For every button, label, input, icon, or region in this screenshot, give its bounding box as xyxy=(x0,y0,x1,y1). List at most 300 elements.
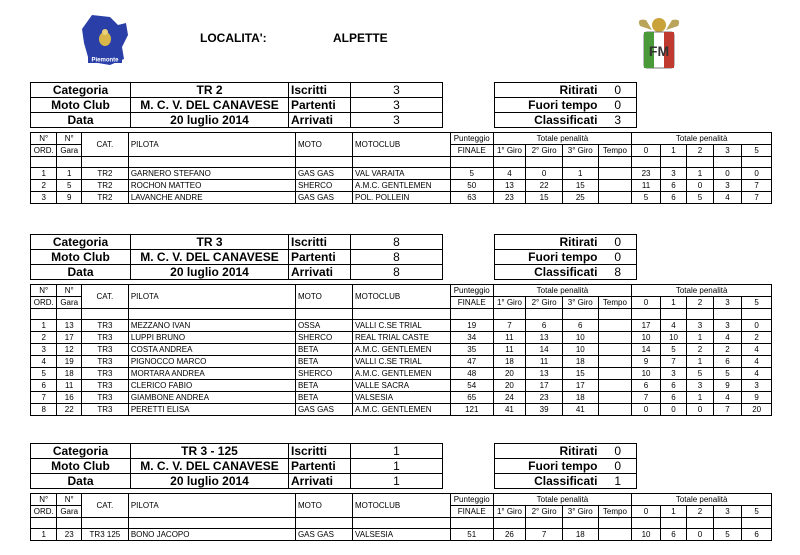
table-cell: 0 xyxy=(632,404,661,416)
col-nord-header: N° xyxy=(31,494,57,506)
table-cell xyxy=(598,192,632,204)
blank-cell xyxy=(713,157,742,168)
data-label: Data xyxy=(31,474,131,489)
col-p1-subheader: 1 xyxy=(660,506,686,518)
table-cell: 7 xyxy=(742,180,772,192)
table-row xyxy=(31,344,772,356)
table-cell: TR3 xyxy=(81,368,128,380)
table-cell: TR3 xyxy=(81,392,128,404)
col-tempo-subheader: Tempo xyxy=(598,145,632,157)
blank-cell xyxy=(295,518,352,529)
table-cell: 14 xyxy=(526,344,563,356)
table-cell: 2 xyxy=(742,332,772,344)
blank-cell xyxy=(353,518,451,529)
table-cell: MEZZANO IVAN xyxy=(128,320,295,332)
table-cell: GIAMBONE ANDREA xyxy=(128,392,295,404)
col-moto-header: MOTO xyxy=(295,494,352,518)
arrivati-label: Arrivati xyxy=(289,265,351,280)
blank-cell xyxy=(660,518,686,529)
blank-cell xyxy=(562,157,598,168)
col-giro3-subheader: 3° Giro xyxy=(562,145,598,157)
blank-cell xyxy=(57,309,81,320)
table-cell xyxy=(598,344,632,356)
col-gara-subheader: Gara xyxy=(57,145,81,157)
table-cell xyxy=(598,332,632,344)
table-cell: MORTARA ANDREA xyxy=(128,368,295,380)
table-cell: 5 xyxy=(450,168,493,180)
table-cell: GAS GAS xyxy=(295,404,352,416)
table-cell: 4 xyxy=(31,356,57,368)
fuori-tempo-value: 0 xyxy=(600,250,637,265)
table-cell: 39 xyxy=(526,404,563,416)
col-punteggio-header: Punteggio xyxy=(450,285,493,297)
table-cell: 11 xyxy=(493,332,526,344)
table-cell: 3 xyxy=(687,380,713,392)
blank-cell xyxy=(526,518,563,529)
classificati-label: Classificati xyxy=(495,265,600,280)
data-label: Data xyxy=(31,265,131,280)
table-cell: 35 xyxy=(450,344,493,356)
table-cell: A.M.C. GENTLEMEN xyxy=(353,404,451,416)
table-row xyxy=(31,356,772,368)
categoria-label: Categoria xyxy=(31,235,131,250)
table-cell: 18 xyxy=(562,529,598,541)
col-motoclub-header: MOTOCLUB xyxy=(353,494,451,518)
table-cell: BETA xyxy=(295,380,352,392)
table-cell: 9 xyxy=(742,392,772,404)
col-p2-subheader: 2 xyxy=(687,145,713,157)
iscritti-value: 8 xyxy=(351,235,443,250)
blank-cell xyxy=(742,157,772,168)
col-totale-penalita-giri-header: Totale penalità xyxy=(493,494,632,506)
table-cell: CLERICO FABIO xyxy=(128,380,295,392)
blank-cell xyxy=(632,309,661,320)
table-cell: 3 xyxy=(742,380,772,392)
blank-cell xyxy=(128,309,295,320)
table-cell: TR3 xyxy=(81,344,128,356)
col-p0-subheader: 0 xyxy=(632,506,661,518)
col-p1-subheader: 1 xyxy=(660,297,686,309)
categoria-value: TR 3 xyxy=(131,235,289,250)
table-cell: 3 xyxy=(660,368,686,380)
col-totale-penalita-punti-header: Totale penalità xyxy=(632,494,772,506)
col-motoclub-header: MOTOCLUB xyxy=(353,285,451,309)
table-cell: 0 xyxy=(687,529,713,541)
table-cell: 4 xyxy=(660,320,686,332)
table-cell: 4 xyxy=(742,356,772,368)
table-cell: 50 xyxy=(450,180,493,192)
table-cell: 18 xyxy=(493,356,526,368)
iscritti-value: 3 xyxy=(351,83,443,98)
classificati-value: 1 xyxy=(600,474,637,489)
table-cell: 26 xyxy=(493,529,526,541)
section-results-table xyxy=(30,493,772,541)
blank-cell xyxy=(660,309,686,320)
blank-cell xyxy=(713,518,742,529)
table-cell: 6 xyxy=(660,180,686,192)
data-value: 20 luglio 2014 xyxy=(131,474,289,489)
table-cell: BONO JACOPO xyxy=(128,529,295,541)
table-cell: 25 xyxy=(562,192,598,204)
table-cell: 12 xyxy=(57,344,81,356)
table-cell: 0 xyxy=(526,168,563,180)
table-cell: 6 xyxy=(713,356,742,368)
table-cell: 2 xyxy=(31,180,57,192)
piemonte-region-logo xyxy=(80,13,130,68)
table-cell: REAL TRIAL CASTE xyxy=(353,332,451,344)
blank-cell xyxy=(526,157,563,168)
table-cell: 1 xyxy=(562,168,598,180)
table-cell: A.M.C. GENTLEMEN xyxy=(353,368,451,380)
table-cell xyxy=(598,380,632,392)
blank-cell xyxy=(562,518,598,529)
localita-value: ALPETTE xyxy=(333,31,388,45)
col-giro1-subheader: 1° Giro xyxy=(493,506,526,518)
svg-text:Piemonte: Piemonte xyxy=(91,57,119,64)
table-cell: 5 xyxy=(660,344,686,356)
partenti-label: Partenti xyxy=(289,98,351,113)
col-totale-penalita-giri-header: Totale penalità xyxy=(493,285,632,297)
moto-club-label: Moto Club xyxy=(31,459,131,474)
table-cell: 1 xyxy=(57,168,81,180)
blank-cell xyxy=(57,518,81,529)
blank-cell xyxy=(493,518,526,529)
col-p3-subheader: 3 xyxy=(713,297,742,309)
localita-label: LOCALITA': xyxy=(200,31,267,45)
table-cell: 1 xyxy=(687,332,713,344)
section-status-table xyxy=(494,234,637,280)
col-p2-subheader: 2 xyxy=(687,297,713,309)
categoria-value: TR 3 - 125 xyxy=(131,444,289,459)
table-cell: 23 xyxy=(493,192,526,204)
table-cell: PERETTI ELISA xyxy=(128,404,295,416)
col-p2-subheader: 2 xyxy=(687,506,713,518)
section-results-table xyxy=(30,284,772,416)
blank-cell xyxy=(295,157,352,168)
table-cell: 5 xyxy=(713,368,742,380)
table-cell: 4 xyxy=(713,392,742,404)
table-cell: SHERCO xyxy=(295,332,352,344)
iscritti-label: Iscritti xyxy=(289,235,351,250)
table-cell: PIGNOCCO MARCO xyxy=(128,356,295,368)
blank-cell xyxy=(742,518,772,529)
table-cell: 2 xyxy=(713,344,742,356)
table-cell xyxy=(598,404,632,416)
table-cell: 7 xyxy=(742,192,772,204)
iscritti-label: Iscritti xyxy=(289,83,351,98)
col-totale-penalita-punti-header: Totale penalità xyxy=(632,285,772,297)
col-ord-subheader: ORD. xyxy=(31,297,57,309)
moto-club-label: Moto Club xyxy=(31,98,131,113)
table-cell: 1 xyxy=(687,168,713,180)
table-cell: A.M.C. GENTLEMEN xyxy=(353,180,451,192)
table-cell: 4 xyxy=(742,368,772,380)
blank-cell xyxy=(632,157,661,168)
categoria-value: TR 2 xyxy=(131,83,289,98)
table-cell: 5 xyxy=(632,192,661,204)
fuori-tempo-label: Fuori tempo xyxy=(495,250,600,265)
col-finale-subheader: FINALE xyxy=(450,506,493,518)
col-finale-subheader: FINALE xyxy=(450,145,493,157)
col-giro1-subheader: 1° Giro xyxy=(493,145,526,157)
table-cell: 7 xyxy=(713,404,742,416)
table-cell: 22 xyxy=(526,180,563,192)
svg-text:FM: FM xyxy=(648,43,670,59)
blank-cell xyxy=(31,309,57,320)
blank-cell xyxy=(493,309,526,320)
table-cell: 3 xyxy=(713,180,742,192)
table-cell: 6 xyxy=(742,529,772,541)
col-punteggio-header: Punteggio xyxy=(450,133,493,145)
table-row xyxy=(31,332,772,344)
table-cell: 51 xyxy=(450,529,493,541)
table-cell: A.M.C. GENTLEMEN xyxy=(353,344,451,356)
table-cell: 0 xyxy=(713,168,742,180)
table-cell: 0 xyxy=(687,404,713,416)
table-cell: 3 xyxy=(31,192,57,204)
table-cell xyxy=(598,168,632,180)
table-cell: TR2 xyxy=(81,168,128,180)
table-cell: 2 xyxy=(31,332,57,344)
table-cell: 10 xyxy=(632,368,661,380)
col-p5-subheader: 5 xyxy=(742,145,772,157)
blank-cell xyxy=(526,309,563,320)
classificati-label: Classificati xyxy=(495,474,600,489)
partenti-label: Partenti xyxy=(289,250,351,265)
table-cell: 17 xyxy=(632,320,661,332)
table-cell: 6 xyxy=(632,380,661,392)
col-p0-subheader: 0 xyxy=(632,297,661,309)
table-cell: 1 xyxy=(687,392,713,404)
blank-cell xyxy=(687,157,713,168)
table-cell: BETA xyxy=(295,392,352,404)
table-cell: 63 xyxy=(450,192,493,204)
table-row xyxy=(31,529,772,541)
blank-cell xyxy=(713,309,742,320)
col-ngara-header: N° xyxy=(57,285,81,297)
col-moto-header: MOTO xyxy=(295,133,352,157)
table-cell: TR2 xyxy=(81,192,128,204)
col-gara-subheader: Gara xyxy=(57,297,81,309)
blank-cell xyxy=(598,157,632,168)
classificati-label: Classificati xyxy=(495,113,600,128)
arrivati-value: 1 xyxy=(351,474,443,489)
table-cell: 7 xyxy=(31,392,57,404)
table-cell: SHERCO xyxy=(295,180,352,192)
col-motoclub-header: MOTOCLUB xyxy=(353,133,451,157)
table-cell: 20 xyxy=(742,404,772,416)
table-cell: 48 xyxy=(450,368,493,380)
section-info-table xyxy=(30,234,443,280)
table-cell: 10 xyxy=(562,332,598,344)
table-cell: 17 xyxy=(57,332,81,344)
categoria-label: Categoria xyxy=(31,444,131,459)
table-row xyxy=(31,168,772,180)
partenti-value: 1 xyxy=(351,459,443,474)
table-cell: 0 xyxy=(660,404,686,416)
table-row xyxy=(31,392,772,404)
col-pilota-header: PILOTA xyxy=(128,494,295,518)
table-cell: 5 xyxy=(31,368,57,380)
classificati-value: 8 xyxy=(600,265,637,280)
col-pilota-header: PILOTA xyxy=(128,133,295,157)
table-cell: TR3 xyxy=(81,404,128,416)
col-pilota-header: PILOTA xyxy=(128,285,295,309)
table-cell: 3 xyxy=(713,320,742,332)
blank-cell xyxy=(598,309,632,320)
col-giro3-subheader: 3° Giro xyxy=(562,506,598,518)
table-cell: 121 xyxy=(450,404,493,416)
table-cell: 4 xyxy=(713,332,742,344)
col-giro1-subheader: 1° Giro xyxy=(493,297,526,309)
table-cell: 9 xyxy=(632,356,661,368)
table-cell: 17 xyxy=(562,380,598,392)
table-cell: 6 xyxy=(660,529,686,541)
col-p1-subheader: 1 xyxy=(660,145,686,157)
table-cell: 65 xyxy=(450,392,493,404)
table-cell: TR2 xyxy=(81,180,128,192)
col-p5-subheader: 5 xyxy=(742,297,772,309)
col-p3-subheader: 3 xyxy=(713,506,742,518)
table-cell: SHERCO xyxy=(295,368,352,380)
table-cell: 15 xyxy=(526,192,563,204)
col-cat-header: CAT. xyxy=(81,285,128,309)
table-cell: GAS GAS xyxy=(295,529,352,541)
col-ngara-header: N° xyxy=(57,494,81,506)
blank-cell xyxy=(81,157,128,168)
iscritti-value: 1 xyxy=(351,444,443,459)
arrivati-value: 3 xyxy=(351,113,443,128)
table-cell: BETA xyxy=(295,344,352,356)
blank-cell xyxy=(660,157,686,168)
blank-cell xyxy=(632,518,661,529)
col-p3-subheader: 3 xyxy=(713,145,742,157)
table-cell: 1 xyxy=(687,356,713,368)
data-value: 20 luglio 2014 xyxy=(131,265,289,280)
blank-cell xyxy=(353,157,451,168)
table-cell xyxy=(598,529,632,541)
blank-cell xyxy=(687,518,713,529)
blank-cell xyxy=(562,309,598,320)
section-results-table xyxy=(30,132,772,204)
table-cell: 5 xyxy=(57,180,81,192)
table-cell: OSSA xyxy=(295,320,352,332)
col-tempo-subheader: Tempo xyxy=(598,297,632,309)
blank-cell xyxy=(493,157,526,168)
col-punteggio-header: Punteggio xyxy=(450,494,493,506)
col-p5-subheader: 5 xyxy=(742,506,772,518)
table-row xyxy=(31,320,772,332)
blank-cell xyxy=(295,309,352,320)
table-cell: 14 xyxy=(632,344,661,356)
arrivati-value: 8 xyxy=(351,265,443,280)
partenti-label: Partenti xyxy=(289,459,351,474)
table-cell: 10 xyxy=(660,332,686,344)
table-cell: 6 xyxy=(526,320,563,332)
table-cell: TR3 xyxy=(81,320,128,332)
table-cell: 3 xyxy=(660,168,686,180)
moto-club-label: Moto Club xyxy=(31,250,131,265)
table-cell: 16 xyxy=(57,392,81,404)
table-cell: 18 xyxy=(562,356,598,368)
table-cell: 6 xyxy=(562,320,598,332)
col-cat-header: CAT. xyxy=(81,494,128,518)
table-cell: 13 xyxy=(493,180,526,192)
blank-cell xyxy=(81,518,128,529)
table-cell: 17 xyxy=(526,380,563,392)
ritirati-label: Ritirati xyxy=(495,83,600,98)
table-cell: POL. POLLEIN xyxy=(353,192,451,204)
blank-cell xyxy=(353,309,451,320)
table-cell: 41 xyxy=(562,404,598,416)
ritirati-value: 0 xyxy=(600,235,637,250)
iscritti-label: Iscritti xyxy=(289,444,351,459)
table-cell: 6 xyxy=(660,392,686,404)
table-cell: 4 xyxy=(493,168,526,180)
table-row xyxy=(31,368,772,380)
table-cell: COSTA ANDREA xyxy=(128,344,295,356)
table-cell xyxy=(598,180,632,192)
table-row xyxy=(31,192,772,204)
table-cell: TR3 125 xyxy=(81,529,128,541)
moto-club-value: M. C. V. DEL CANAVESE xyxy=(131,98,289,113)
blank-cell xyxy=(450,309,493,320)
col-giro3-subheader: 3° Giro xyxy=(562,297,598,309)
data-value: 20 luglio 2014 xyxy=(131,113,289,128)
table-cell: 3 xyxy=(687,320,713,332)
table-cell: 11 xyxy=(632,180,661,192)
table-cell: 0 xyxy=(742,320,772,332)
table-cell: GARNERO STEFANO xyxy=(128,168,295,180)
table-cell: 6 xyxy=(660,192,686,204)
blank-cell xyxy=(128,518,295,529)
table-cell: 4 xyxy=(713,192,742,204)
table-cell: 7 xyxy=(493,320,526,332)
table-cell: 23 xyxy=(632,168,661,180)
table-cell: TR3 xyxy=(81,332,128,344)
classificati-value: 3 xyxy=(600,113,637,128)
partenti-value: 3 xyxy=(351,98,443,113)
table-cell: 11 xyxy=(526,356,563,368)
table-cell: 0 xyxy=(742,168,772,180)
table-cell: 8 xyxy=(31,404,57,416)
table-cell xyxy=(598,392,632,404)
section-status-table xyxy=(494,443,637,489)
blank-cell xyxy=(450,518,493,529)
table-cell: 5 xyxy=(687,368,713,380)
blank-cell xyxy=(742,309,772,320)
col-finale-subheader: FINALE xyxy=(450,297,493,309)
table-cell: 5 xyxy=(687,192,713,204)
col-giro2-subheader: 2° Giro xyxy=(526,297,563,309)
table-cell: 18 xyxy=(57,368,81,380)
col-ord-subheader: ORD. xyxy=(31,506,57,518)
table-cell: ROCHON MATTEO xyxy=(128,180,295,192)
ritirati-label: Ritirati xyxy=(495,444,600,459)
table-cell: 2 xyxy=(687,344,713,356)
col-cat-header: CAT. xyxy=(81,133,128,157)
col-nord-header: N° xyxy=(31,285,57,297)
table-cell: BETA xyxy=(295,356,352,368)
table-cell: 13 xyxy=(57,320,81,332)
table-cell: 23 xyxy=(57,529,81,541)
moto-club-value: M. C. V. DEL CANAVESE xyxy=(131,250,289,265)
table-cell: 15 xyxy=(562,368,598,380)
col-tempo-subheader: Tempo xyxy=(598,506,632,518)
section-status-table xyxy=(494,82,637,128)
table-cell: 0 xyxy=(687,180,713,192)
blank-cell xyxy=(31,157,57,168)
